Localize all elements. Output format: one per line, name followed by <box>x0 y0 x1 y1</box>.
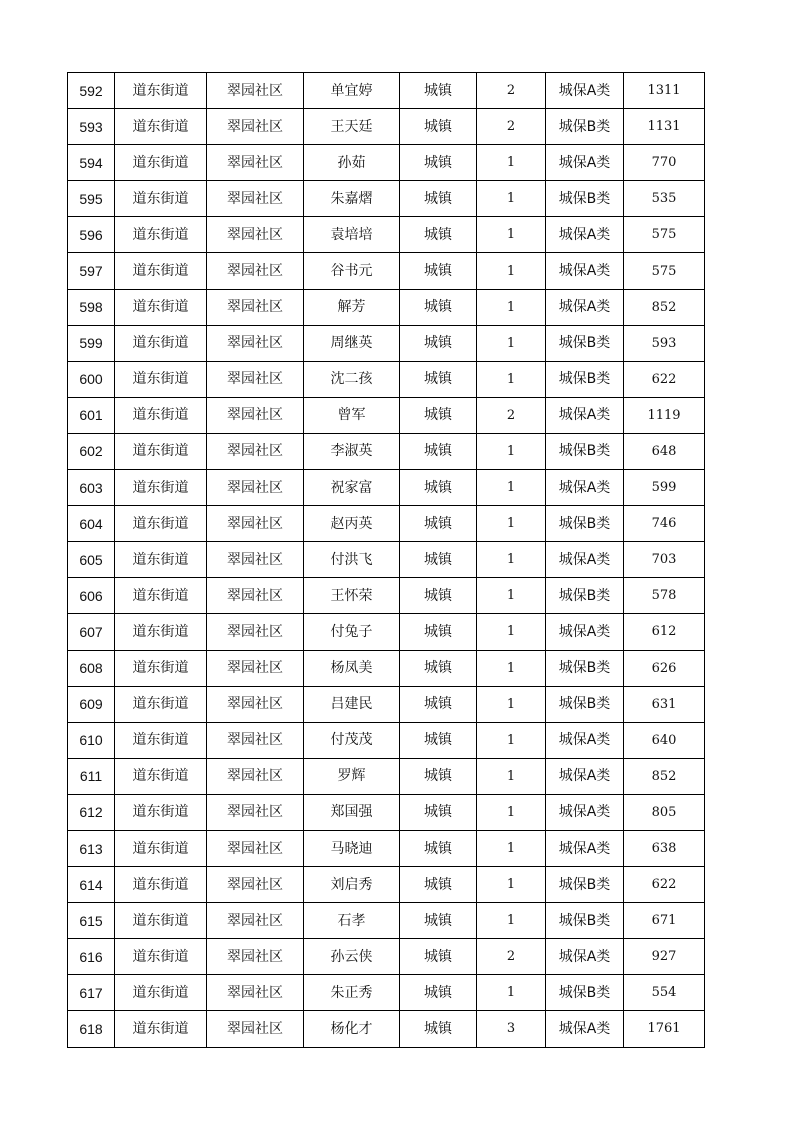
person-name-cell: 孙云侠 <box>304 939 400 975</box>
community-cell: 翠园社区 <box>207 758 304 794</box>
household-type-cell: 城镇 <box>400 217 477 253</box>
amount-cell: 578 <box>624 578 705 614</box>
household-type-cell: 城镇 <box>400 470 477 506</box>
amount-cell: 746 <box>624 506 705 542</box>
person-name-cell: 赵丙英 <box>304 506 400 542</box>
table-row <box>68 73 705 109</box>
household-type-cell: 城镇 <box>400 903 477 939</box>
row-number-cell: 610 <box>68 722 115 758</box>
member-count-cell: 1 <box>477 181 546 217</box>
table-row <box>68 758 705 794</box>
person-name-cell: 杨凤美 <box>304 650 400 686</box>
street-cell: 道东街道 <box>115 578 207 614</box>
table-row <box>68 542 705 578</box>
household-type-cell: 城镇 <box>400 542 477 578</box>
member-count-cell: 1 <box>477 867 546 903</box>
community-cell: 翠园社区 <box>207 289 304 325</box>
member-count-cell: 1 <box>477 433 546 469</box>
member-count-cell: 1 <box>477 794 546 830</box>
person-name-cell: 单宜婷 <box>304 73 400 109</box>
household-type-cell: 城镇 <box>400 109 477 145</box>
amount-cell: 640 <box>624 722 705 758</box>
street-cell: 道东街道 <box>115 433 207 469</box>
street-cell: 道东街道 <box>115 325 207 361</box>
street-cell: 道东街道 <box>115 722 207 758</box>
person-name-cell: 罗辉 <box>304 758 400 794</box>
community-cell: 翠园社区 <box>207 578 304 614</box>
community-cell: 翠园社区 <box>207 217 304 253</box>
household-type-cell: 城镇 <box>400 325 477 361</box>
amount-cell: 703 <box>624 542 705 578</box>
household-type-cell: 城镇 <box>400 722 477 758</box>
category-cell: 城保B类 <box>546 506 624 542</box>
amount-cell: 612 <box>624 614 705 650</box>
community-cell: 翠园社区 <box>207 686 304 722</box>
community-cell: 翠园社区 <box>207 939 304 975</box>
person-name-cell: 王天廷 <box>304 109 400 145</box>
street-cell: 道东街道 <box>115 217 207 253</box>
row-number-cell: 613 <box>68 830 115 866</box>
table-row <box>68 506 705 542</box>
category-cell: 城保A类 <box>546 73 624 109</box>
amount-cell: 1311 <box>624 73 705 109</box>
row-number-cell: 592 <box>68 73 115 109</box>
household-type-cell: 城镇 <box>400 397 477 433</box>
row-number-cell: 616 <box>68 939 115 975</box>
community-cell: 翠园社区 <box>207 614 304 650</box>
household-type-cell: 城镇 <box>400 253 477 289</box>
amount-cell: 927 <box>624 939 705 975</box>
street-cell: 道东街道 <box>115 397 207 433</box>
street-cell: 道东街道 <box>115 686 207 722</box>
row-number-cell: 603 <box>68 470 115 506</box>
amount-cell: 671 <box>624 903 705 939</box>
community-cell: 翠园社区 <box>207 794 304 830</box>
person-name-cell: 朱嘉熠 <box>304 181 400 217</box>
beneficiary-table <box>67 72 705 1048</box>
community-cell: 翠园社区 <box>207 1011 304 1047</box>
row-number-cell: 593 <box>68 109 115 145</box>
person-name-cell: 李淑英 <box>304 433 400 469</box>
table-row <box>68 253 705 289</box>
street-cell: 道东街道 <box>115 542 207 578</box>
household-type-cell: 城镇 <box>400 506 477 542</box>
street-cell: 道东街道 <box>115 73 207 109</box>
category-cell: 城保B类 <box>546 325 624 361</box>
row-number-cell: 599 <box>68 325 115 361</box>
member-count-cell: 1 <box>477 758 546 794</box>
member-count-cell: 2 <box>477 109 546 145</box>
member-count-cell: 2 <box>477 73 546 109</box>
table-row <box>68 830 705 866</box>
person-name-cell: 付茂茂 <box>304 722 400 758</box>
community-cell: 翠园社区 <box>207 542 304 578</box>
member-count-cell: 1 <box>477 217 546 253</box>
table-row <box>68 397 705 433</box>
category-cell: 城保A类 <box>546 253 624 289</box>
row-number-cell: 596 <box>68 217 115 253</box>
table-row <box>68 325 705 361</box>
member-count-cell: 1 <box>477 470 546 506</box>
category-cell: 城保A类 <box>546 830 624 866</box>
row-number-cell: 617 <box>68 975 115 1011</box>
amount-cell: 626 <box>624 650 705 686</box>
street-cell: 道东街道 <box>115 506 207 542</box>
row-number-cell: 604 <box>68 506 115 542</box>
street-cell: 道东街道 <box>115 361 207 397</box>
table-row <box>68 433 705 469</box>
amount-cell: 593 <box>624 325 705 361</box>
street-cell: 道东街道 <box>115 109 207 145</box>
person-name-cell: 马晓迪 <box>304 830 400 866</box>
row-number-cell: 594 <box>68 145 115 181</box>
amount-cell: 622 <box>624 361 705 397</box>
member-count-cell: 1 <box>477 145 546 181</box>
household-type-cell: 城镇 <box>400 867 477 903</box>
household-type-cell: 城镇 <box>400 145 477 181</box>
table-row <box>68 867 705 903</box>
amount-cell: 648 <box>624 433 705 469</box>
community-cell: 翠园社区 <box>207 397 304 433</box>
category-cell: 城保B类 <box>546 433 624 469</box>
member-count-cell: 2 <box>477 397 546 433</box>
amount-cell: 535 <box>624 181 705 217</box>
household-type-cell: 城镇 <box>400 578 477 614</box>
street-cell: 道东街道 <box>115 650 207 686</box>
amount-cell: 805 <box>624 794 705 830</box>
community-cell: 翠园社区 <box>207 253 304 289</box>
category-cell: 城保A类 <box>546 939 624 975</box>
member-count-cell: 1 <box>477 650 546 686</box>
person-name-cell: 王怀荣 <box>304 578 400 614</box>
household-type-cell: 城镇 <box>400 975 477 1011</box>
member-count-cell: 1 <box>477 686 546 722</box>
household-type-cell: 城镇 <box>400 650 477 686</box>
table-row <box>68 939 705 975</box>
table-row <box>68 578 705 614</box>
household-type-cell: 城镇 <box>400 614 477 650</box>
street-cell: 道东街道 <box>115 181 207 217</box>
member-count-cell: 1 <box>477 325 546 361</box>
row-number-cell: 600 <box>68 361 115 397</box>
member-count-cell: 3 <box>477 1011 546 1047</box>
category-cell: 城保B类 <box>546 903 624 939</box>
row-number-cell: 612 <box>68 794 115 830</box>
table-row <box>68 650 705 686</box>
category-cell: 城保A类 <box>546 289 624 325</box>
household-type-cell: 城镇 <box>400 794 477 830</box>
category-cell: 城保A类 <box>546 145 624 181</box>
person-name-cell: 朱正秀 <box>304 975 400 1011</box>
community-cell: 翠园社区 <box>207 73 304 109</box>
household-type-cell: 城镇 <box>400 73 477 109</box>
row-number-cell: 598 <box>68 289 115 325</box>
amount-cell: 631 <box>624 686 705 722</box>
household-type-cell: 城镇 <box>400 758 477 794</box>
category-cell: 城保B类 <box>546 361 624 397</box>
row-number-cell: 597 <box>68 253 115 289</box>
person-name-cell: 付洪飞 <box>304 542 400 578</box>
amount-cell: 638 <box>624 830 705 866</box>
person-name-cell: 刘启秀 <box>304 867 400 903</box>
member-count-cell: 1 <box>477 506 546 542</box>
household-type-cell: 城镇 <box>400 830 477 866</box>
category-cell: 城保A类 <box>546 758 624 794</box>
member-count-cell: 1 <box>477 614 546 650</box>
row-number-cell: 618 <box>68 1011 115 1047</box>
member-count-cell: 1 <box>477 830 546 866</box>
street-cell: 道东街道 <box>115 470 207 506</box>
amount-cell: 770 <box>624 145 705 181</box>
amount-cell: 575 <box>624 253 705 289</box>
category-cell: 城保A类 <box>546 722 624 758</box>
amount-cell: 1131 <box>624 109 705 145</box>
category-cell: 城保B类 <box>546 578 624 614</box>
member-count-cell: 2 <box>477 939 546 975</box>
person-name-cell: 沈二孩 <box>304 361 400 397</box>
table-row <box>68 794 705 830</box>
amount-cell: 575 <box>624 217 705 253</box>
category-cell: 城保A类 <box>546 542 624 578</box>
table-row <box>68 470 705 506</box>
person-name-cell: 石孝 <box>304 903 400 939</box>
person-name-cell: 付兔子 <box>304 614 400 650</box>
person-name-cell: 曾军 <box>304 397 400 433</box>
table-row <box>68 614 705 650</box>
table-row <box>68 181 705 217</box>
street-cell: 道东街道 <box>115 830 207 866</box>
member-count-cell: 1 <box>477 361 546 397</box>
member-count-cell: 1 <box>477 722 546 758</box>
community-cell: 翠园社区 <box>207 506 304 542</box>
row-number-cell: 609 <box>68 686 115 722</box>
member-count-cell: 1 <box>477 903 546 939</box>
row-number-cell: 608 <box>68 650 115 686</box>
table-row <box>68 903 705 939</box>
table-row <box>68 289 705 325</box>
community-cell: 翠园社区 <box>207 830 304 866</box>
amount-cell: 852 <box>624 289 705 325</box>
row-number-cell: 602 <box>68 433 115 469</box>
person-name-cell: 郑国强 <box>304 794 400 830</box>
category-cell: 城保A类 <box>546 397 624 433</box>
category-cell: 城保B类 <box>546 867 624 903</box>
person-name-cell: 杨化才 <box>304 1011 400 1047</box>
community-cell: 翠园社区 <box>207 109 304 145</box>
street-cell: 道东街道 <box>115 758 207 794</box>
amount-cell: 852 <box>624 758 705 794</box>
table-row <box>68 975 705 1011</box>
street-cell: 道东街道 <box>115 867 207 903</box>
member-count-cell: 1 <box>477 578 546 614</box>
amount-cell: 1761 <box>624 1011 705 1047</box>
member-count-cell: 1 <box>477 289 546 325</box>
row-number-cell: 611 <box>68 758 115 794</box>
person-name-cell: 周继英 <box>304 325 400 361</box>
street-cell: 道东街道 <box>115 1011 207 1047</box>
community-cell: 翠园社区 <box>207 325 304 361</box>
household-type-cell: 城镇 <box>400 433 477 469</box>
row-number-cell: 607 <box>68 614 115 650</box>
row-number-cell: 606 <box>68 578 115 614</box>
category-cell: 城保B类 <box>546 975 624 1011</box>
category-cell: 城保A类 <box>546 1011 624 1047</box>
table-row <box>68 1011 705 1047</box>
category-cell: 城保A类 <box>546 794 624 830</box>
category-cell: 城保A类 <box>546 614 624 650</box>
community-cell: 翠园社区 <box>207 181 304 217</box>
amount-cell: 1119 <box>624 397 705 433</box>
category-cell: 城保B类 <box>546 181 624 217</box>
table-row <box>68 361 705 397</box>
row-number-cell: 615 <box>68 903 115 939</box>
household-type-cell: 城镇 <box>400 361 477 397</box>
community-cell: 翠园社区 <box>207 722 304 758</box>
person-name-cell: 祝家富 <box>304 470 400 506</box>
table-row <box>68 722 705 758</box>
category-cell: 城保A类 <box>546 217 624 253</box>
community-cell: 翠园社区 <box>207 867 304 903</box>
community-cell: 翠园社区 <box>207 975 304 1011</box>
street-cell: 道东街道 <box>115 939 207 975</box>
person-name-cell: 解芳 <box>304 289 400 325</box>
street-cell: 道东街道 <box>115 253 207 289</box>
household-type-cell: 城镇 <box>400 289 477 325</box>
table-row <box>68 217 705 253</box>
community-cell: 翠园社区 <box>207 650 304 686</box>
amount-cell: 554 <box>624 975 705 1011</box>
category-cell: 城保B类 <box>546 650 624 686</box>
community-cell: 翠园社区 <box>207 903 304 939</box>
row-number-cell: 605 <box>68 542 115 578</box>
member-count-cell: 1 <box>477 253 546 289</box>
street-cell: 道东街道 <box>115 614 207 650</box>
member-count-cell: 1 <box>477 975 546 1011</box>
category-cell: 城保A类 <box>546 470 624 506</box>
street-cell: 道东街道 <box>115 903 207 939</box>
street-cell: 道东街道 <box>115 794 207 830</box>
table-row <box>68 686 705 722</box>
community-cell: 翠园社区 <box>207 470 304 506</box>
person-name-cell: 孙茹 <box>304 145 400 181</box>
household-type-cell: 城镇 <box>400 686 477 722</box>
amount-cell: 622 <box>624 867 705 903</box>
amount-cell: 599 <box>624 470 705 506</box>
row-number-cell: 601 <box>68 397 115 433</box>
community-cell: 翠园社区 <box>207 145 304 181</box>
household-type-cell: 城镇 <box>400 181 477 217</box>
member-count-cell: 1 <box>477 542 546 578</box>
table-row <box>68 145 705 181</box>
person-name-cell: 吕建民 <box>304 686 400 722</box>
person-name-cell: 袁培培 <box>304 217 400 253</box>
street-cell: 道东街道 <box>115 975 207 1011</box>
row-number-cell: 614 <box>68 867 115 903</box>
community-cell: 翠园社区 <box>207 433 304 469</box>
row-number-cell: 595 <box>68 181 115 217</box>
community-cell: 翠园社区 <box>207 361 304 397</box>
person-name-cell: 谷书元 <box>304 253 400 289</box>
table-body <box>68 73 705 1048</box>
table-row <box>68 109 705 145</box>
street-cell: 道东街道 <box>115 289 207 325</box>
category-cell: 城保B类 <box>546 686 624 722</box>
category-cell: 城保B类 <box>546 109 624 145</box>
street-cell: 道东街道 <box>115 145 207 181</box>
household-type-cell: 城镇 <box>400 939 477 975</box>
household-type-cell: 城镇 <box>400 1011 477 1047</box>
